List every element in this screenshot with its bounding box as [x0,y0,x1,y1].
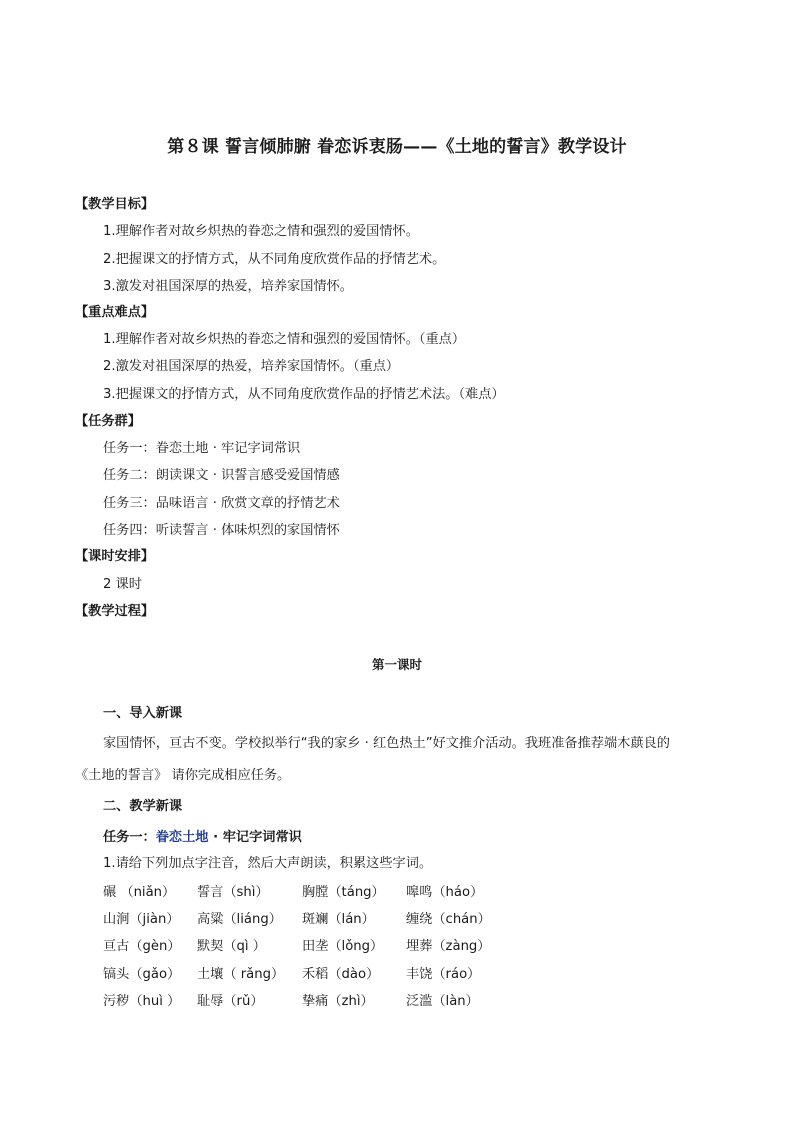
pinyin-cell: 誓言（shì） [197,885,269,900]
pinyin-cell: 镐头（gǎo） [103,967,181,982]
schedule-value: 2 课时 [103,577,142,592]
goal-item: 2.把握课文的抒情方式，从不同角度欣赏作品的抒情艺术。 [103,252,446,267]
pinyin-cell: 高粱（liáng） [197,912,282,927]
pinyin-cell: 默契（qì ） [197,939,266,954]
document-title: 第８课 誓言倾肺腑 眷恋诉衷肠——《土地的誓言》教学设计 [167,137,627,157]
pinyin-cell: 山涧（jiàn） [103,912,180,927]
task1-highlight: 眷恋土地 [155,830,209,845]
pinyin-cell: 缠绕（chán） [406,912,491,927]
key-point-item: 2.激发对祖国深厚的热爱，培养家国情怀。（重点） [103,359,400,374]
section-intro-heading: 一、导入新课 [103,706,183,721]
process-heading: 【教学过程】 [75,604,155,619]
schedule-heading: 【课时安排】 [75,549,155,564]
key-point-item: 3.把握课文的抒情方式，从不同角度欣赏作品的抒情艺术法。（难点） [103,387,505,402]
pinyin-cell: 嗥鸣（háo） [406,885,484,900]
section-new-lesson-heading: 二、教学新课 [103,799,183,814]
pinyin-cell: 污秽（huì ） [103,994,181,1009]
task-item: 任务四：听读誓言 · 体味炽烈的家国情怀 [103,523,340,538]
task1-instruction: 1.请给下列加点字注音，然后大声朗读，积累这些字词。 [103,856,433,871]
pinyin-cell: 胸膛（táng） [302,885,385,900]
intro-paragraph-line2: 《土地的誓言》 请你完成相应任务。 [75,768,291,783]
intro-paragraph-line1: 家国情怀，亘古不变。学校拟举行“我的家乡 · 红色热土”好文推介活动。我班准备推荐端木蕻良的 [103,736,670,751]
goal-item: 1.理解作者对故乡炽热的眷恋之情和强烈的爱国情怀。 [103,224,419,239]
pinyin-cell: 亘古（gèn） [103,939,181,954]
task-item: 任务二：朗读课文 · 识誓言感受爱国情感 [103,468,340,483]
task-item: 任务一：眷恋土地 · 牢记字词常识 [103,441,301,456]
task1-suffix: · 牢记字词常识 [208,830,302,845]
pinyin-cell: 土壤（ rǎng） [197,967,285,982]
pinyin-cell: 丰饶（ráo） [406,967,481,982]
pinyin-cell: 泛滥（làn） [406,994,479,1009]
pinyin-cell: 碾 （niǎn） [103,885,176,900]
lesson-title: 第一课时 [371,657,422,672]
pinyin-cell: 禾稻（dào） [302,967,380,982]
pinyin-cell: 田垄（lǒng） [302,939,384,954]
pinyin-cell: 耻辱（rǔ） [197,994,264,1009]
pinyin-cell: 挚痛（zhì） [302,994,374,1009]
pinyin-cell: 埋葬（zàng） [406,939,491,954]
goals-heading: 【教学目标】 [75,197,155,212]
goal-item: 3.激发对祖国深厚的热爱，培养家国情怀。 [103,279,353,294]
pinyin-cell: 斑斓（lán） [302,912,375,927]
key-points-heading: 【重点难点】 [75,305,155,320]
task1-heading [103,829,302,847]
tasks-heading: 【任务群】 [75,414,141,429]
key-point-item: 1.理解作者对故乡炽热的眷恋之情和强烈的爱国情怀。（重点） [103,332,466,347]
task-item: 任务三：品味语言 · 欣赏文章的抒情艺术 [103,496,340,511]
task1-prefix: 任务一： [103,830,156,845]
